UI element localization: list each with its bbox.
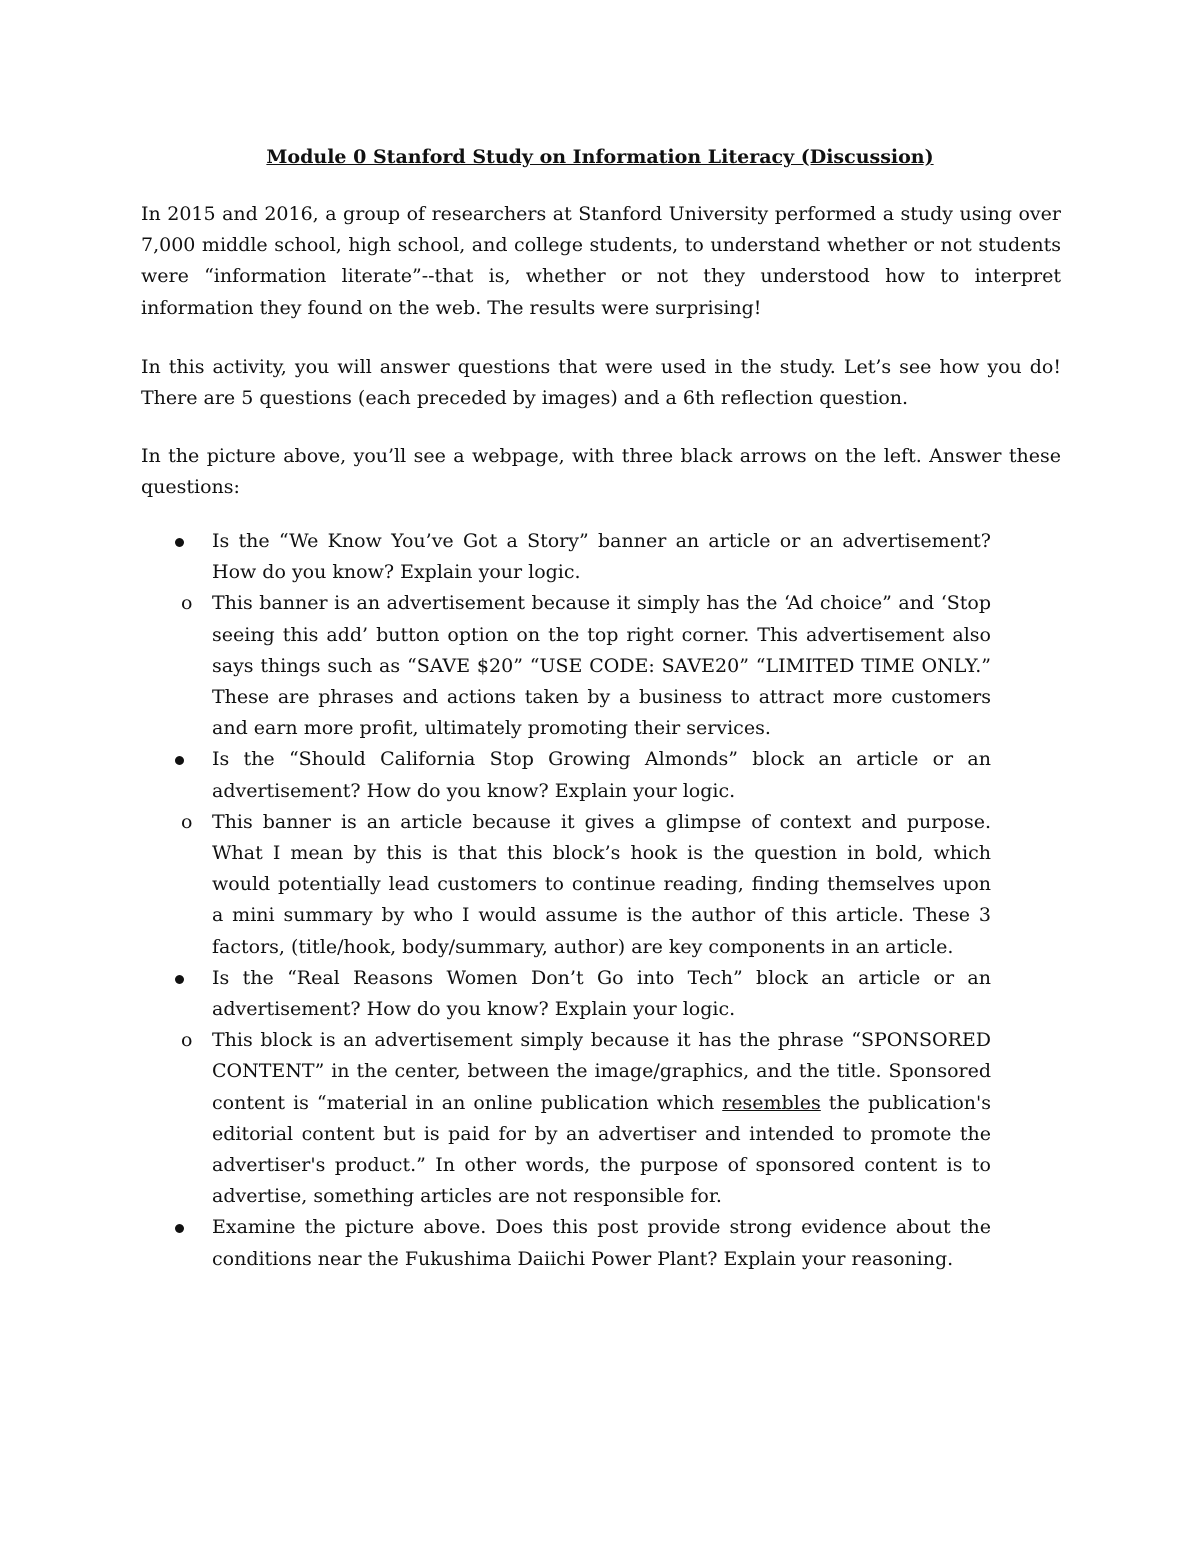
activity-paragraph: In this activity, you will answer questions that were used in the study. Let’s see how you do! There are 5 questions (each preceded by images) and a 6th reflection question. (141, 356, 1061, 410)
question-item (141, 526, 991, 588)
question-item (141, 1212, 991, 1274)
underlined-word: resembles (722, 1091, 821, 1114)
circle-bullet-icon: o (181, 1029, 193, 1052)
circle-bullet-icon: o (181, 810, 193, 833)
answer-text (212, 1029, 991, 1207)
question-text: Is the “Should California Stop Growing Almonds” block an article or an advertisement? How do you know? Explain your logic. (212, 748, 991, 802)
question-item (141, 744, 991, 806)
question-list (141, 526, 991, 1275)
bullet-icon (175, 975, 184, 984)
bullet-icon (175, 756, 184, 765)
bullet-icon (175, 538, 184, 547)
intro-paragraph: In 2015 and 2016, a group of researchers at Stanford University performed a study using over 7,000 middle school, high school, and college students, to understand whether or not students were “information literate”--that is, whether or not they understood how to interpret information they found on the web. The results were surprising! (141, 203, 1061, 319)
answer-item (141, 1025, 991, 1212)
answer-text-part: the publication's editorial content but is paid for by an advertiser and intended to promote the advertiser's product.” In other words, the purpose of sponsored content is to advertise, something articles are not responsible for. (212, 1091, 991, 1208)
question-text: Is the “Real Reasons Women Don’t Go into Tech” block an article or an advertisement? How do you know? Explain your logic. (212, 966, 991, 1021)
circle-bullet-icon: o (181, 592, 193, 615)
answer-item (141, 588, 991, 744)
question-text: Is the “We Know You’ve Got a Story” banner an article or an advertisement? How do you know? Explain your logic. (212, 530, 991, 584)
answer-text: This banner is an article because it gives a glimpse of context and purpose. What I mean by this is that this block’s hook is the question in bold, which would potentially lead customers to continue reading, finding themselves upon a mini summary by who I would assume is the author of this article. These 3 factors, (title/hook, body/summary, author) are key components in an article. (212, 810, 991, 958)
question-item (141, 963, 991, 1025)
answer-item (141, 807, 991, 963)
answer-text: This banner is an advertisement because it simply has the ‘Ad choice” and ‘Stop seeing this add’ button option on the top right corner. This advertisement also says things such as “SAVE $20” “USE CODE: SAVE20” “LIMITED TIME ONLY.” These are phrases and actions taken by a business to attract more customers and earn more profit, ultimately promoting their services. (212, 592, 991, 740)
question-text: Examine the picture above. Does this post provide strong evidence about the conditions near the Fukushima Daiichi Power Plant? Explain your reasoning. (212, 1216, 991, 1270)
answer-text-part: This block is an advertisement simply because it has the phrase “SPONSORED CONTENT” in the center, between the image/graphics, and the title. Sponsored content is “material in an online publication which (212, 1029, 991, 1114)
instructions-paragraph: In the picture above, you’ll see a webpage, with three black arrows on the left. Answer these questions: (141, 445, 1061, 499)
bullet-icon (175, 1224, 184, 1233)
document-title: Module 0 Stanford Study on Information Literacy (Discussion) (266, 146, 934, 168)
